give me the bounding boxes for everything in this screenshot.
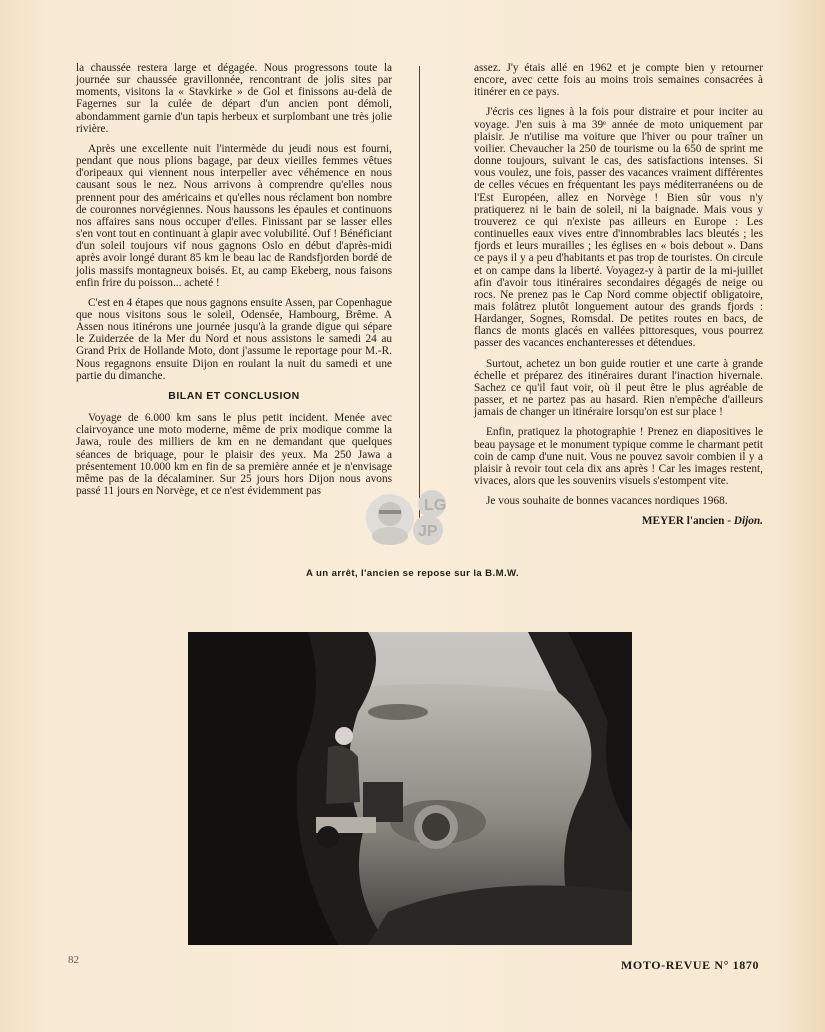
left-paragraph-2: Après une excellente nuit l'intermède du jeudi nous est fourni, pendant que nous plions bagage, par deux vieilles femmes vêtues d'oripeaux qui viennent nous interpeller avec véhémence en nous causant sous le nez. Nous arrivons à comprendre qu'elles nous prennent pour des américains et qu'elles nous réclament bon nombre de couronnes norvégiennes. Nous haussons les épaules et continuons nos affaires sans nous occuper d'elles. Finissant par se lasser elles s'en vont tout en continuant à glapir avec volubilité. Ouf ! Bénéficiant d'un soleil toujours vif nous gagnons Oslo en début d'après-midi après avoir longé durant 85 km le beau lac de Randsfjorden bordé de jolis massifs montagneux boisés. Et, au camp Ekeberg, nous faisons enfin frire du poisson... acheté ! xyxy=(76,142,392,289)
left-paragraph-3: C'est en 4 étapes que nous gagnons ensuite Assen, par Copenhague que nous visitons sous le soleil, Odensée, Hambourg, Brême. A Assen nous itinérons une journée jusqu'à la grande digue qui sépare le Zuiderzée de la Mer du Nord et nous assistons le samedi 24 au Grand Prix de Hollande Moto, dont j'assume le reportage pour M.-R. Nous regagnons ensuite Dijon en roulant la nuit du samedi et une partie du dimanche. xyxy=(76,296,392,382)
right-paragraph-1: assez. J'y étais allé en 1962 et je compte bien y retourner encore, avec cette fois au moins trois semaines consacrées à itinérer en ce pays. xyxy=(474,62,763,99)
photo-caption: A un arrêt, l'ancien se repose sur la B.M.W. xyxy=(305,568,520,579)
signature-name: MEYER l'ancien - xyxy=(641,515,734,528)
watermark-logo-icon xyxy=(366,484,460,550)
signature-city: Dijon. xyxy=(733,515,763,528)
photo-motorcycle-sidecar xyxy=(188,632,632,945)
left-column xyxy=(76,62,392,505)
svg-text:JP: JP xyxy=(418,523,438,540)
page-number: 82 xyxy=(68,954,79,966)
magazine-footer: MOTO-REVUE N° 1870 xyxy=(621,958,760,972)
svg-text:LG: LG xyxy=(424,497,447,514)
right-paragraph-2: J'écris ces lignes à la fois pour distraire et pour inciter au voyage. J'en suis à ma 39ᵉ année de moto uniquement par plaisir. Je n'utilise ma voiture que l'hiver ou pour traîner un voilier. Chevaucher la 250 de tourisme ou la 650 de sprint me donne toujours, suivant le cas, des satisfactions intenses. Si vous voulez, une fois, passer des vacances vraiment différentes de celles vécues en fréquentant les pays méditerranéens ou de l'Est Européen, allez en Norvège ! Bien sûr vous n'y pratiquerez ni le bain de soleil, ni la baignade. Mais vous y trouverez ce qui n'existe pas ailleurs en Europe : Les continuelles eaux vives entre d'innombrables lacs bleutés ; les fjords et leurs murailles ; les églises en « bois debout ». Dans ce pays il y a peu d'habitants et pas trop de touristes. On circule et on campe dans la liberté. Voyagez-y à partir de la mi-juillet afin d'avoir tous itinéraires secondaires dégagés de neige ou rocs. Ne prenez pas le Cap Nord comme objectif obligatoire, mais folâtrez plutôt longuement autour des grands fjords : Hardanger, Sognes, Romsdal. De petites routes en bacs, de flancs de monts glacés en vallées pittoresques, vous pourrez passer des vacances enchanteresses et détendues. xyxy=(474,106,763,350)
column-divider xyxy=(419,66,420,536)
left-paragraph-1: la chaussée restera large et dégagée. Nous progressons toute la journée sur chaussée gravillonnée, rencontrant de jolis sites par moments, visitons la « Stavkirke » de Gol et finissons au-delà de Fagernes sur la culée de départ d'un ancien pont démoli, abondamment garnie d'un tapis herbeux et surplombant une très jolie rivière. xyxy=(76,62,392,135)
section-title: BILAN ET CONCLUSION xyxy=(168,389,300,402)
right-paragraph-4: Enfin, pratiquez la photographie ! Prenez en diapositives le beau paysage et le monument typique comme le charmant petit coin de camp d'une nuit. Vous ne pouvez savoir combien il y a plaisir à revoir tout cela dix ans après ! Car les images restent, vivaces, alors que les souvenirs visuels s'estompent vite. xyxy=(474,426,763,487)
right-paragraph-5: Je vous souhaite de bonnes vacances nordiques 1968. xyxy=(486,495,728,508)
signature xyxy=(474,515,763,527)
right-paragraph-3: Surtout, achetez un bon guide routier et une carte à grande échelle et préparez des itinéraires durant l'inaction hivernale. Sachez ce qu'il faut voir, où il peut être le plus agréable de passer, et ne partez pas au hasard. Rien n'empêche d'ailleurs jamais de changer un itinéraire lorsqu'on est sur place ! xyxy=(474,357,763,419)
right-column xyxy=(474,62,763,527)
left-paragraph-4: Voyage de 6.000 km sans le plus petit incident. Menée avec clairvoyance une moto moderne, même de prix modique comme la Jawa, roule des milliers de km en ne demandant que quelques séances de briquage, pour le plaisir des yeux. Ma 250 Jawa a présentement 10.000 km en fin de sa première année et je n'envisage même pas de la décalaminer. Sur 25 jours hors Dijon nous avons passé 11 jours en Norvège, et ce n'est évidemment pas xyxy=(76,412,392,497)
